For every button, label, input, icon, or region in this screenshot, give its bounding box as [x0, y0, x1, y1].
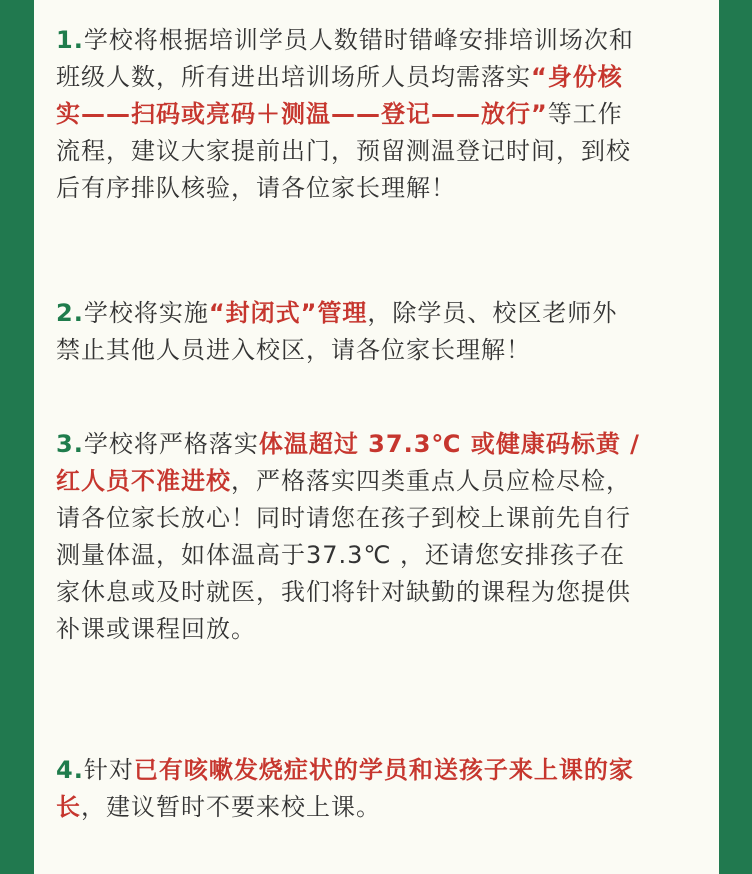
text-line [56, 574, 706, 611]
highlight-text: 长 [56, 793, 81, 821]
notice-item-2 [56, 295, 706, 369]
text-line [56, 96, 706, 133]
notice-item-3 [56, 426, 706, 648]
highlight-text: 体温超过 37.3℃ 或健康码标黄 / [258, 430, 640, 458]
item-number: 1. [56, 26, 84, 54]
text-segment: 补课或课程回放。 [56, 615, 256, 643]
text-line [56, 170, 706, 207]
text-segment: 测量体温，如体温高于37.3℃ ，还请您安排孩子在 [56, 541, 626, 569]
notice-panel [34, 0, 719, 874]
text-segment: ，建议暂时不要来校上课。 [81, 793, 381, 821]
item-number: 4. [56, 756, 84, 784]
item-number: 2. [56, 299, 84, 327]
text-segment: 禁止其他人员进入校区，请各位家长理解！ [56, 336, 531, 364]
text-line [56, 611, 706, 648]
text-segment: 学校将严格落实 [83, 430, 259, 458]
highlight-text: 实——扫码或亮码＋测温——登记——放行” [56, 100, 548, 128]
highlight-text: 红人员不准进校 [56, 467, 231, 495]
text-segment: 请各位家长放心！同时请您在孩子到校上课前先自行 [56, 504, 631, 532]
text-segment: 等工作 [547, 100, 623, 128]
notice-item-1 [56, 22, 706, 207]
text-line [56, 500, 706, 537]
text-segment: ，除学员、校区老师外 [367, 299, 618, 327]
text-segment: 后有序排队核验，请各位家长理解！ [56, 174, 456, 202]
text-segment: 流程，建议大家提前出门，预留测温登记时间，到校 [56, 137, 631, 165]
text-line [56, 752, 706, 789]
text-segment: 学校将实施 [83, 299, 209, 327]
text-line [56, 295, 706, 332]
text-line [56, 426, 706, 463]
text-segment: 针对 [83, 756, 134, 784]
item-number: 3. [56, 430, 84, 458]
text-line [56, 22, 706, 59]
text-line [56, 463, 706, 500]
highlight-text: “封闭式”管理 [208, 299, 368, 327]
text-line [56, 59, 706, 96]
text-line [56, 537, 706, 574]
text-segment: 家休息或及时就医，我们将针对缺勤的课程为您提供 [56, 578, 631, 606]
text-line [56, 332, 706, 369]
text-segment: ，严格落实四类重点人员应检尽检， [231, 467, 631, 495]
notice-item-4 [56, 752, 706, 826]
text-line [56, 789, 706, 826]
highlight-text: “身份核 [531, 63, 623, 91]
text-line [56, 133, 706, 170]
text-segment: 班级人数，所有进出培训场所人员均需落实 [56, 63, 531, 91]
text-segment: 学校将根据培训学员人数错时错峰安排培训场次和 [83, 26, 634, 54]
highlight-text: 已有咳嗽发烧症状的学员和送孩子来上课的家 [133, 756, 634, 784]
